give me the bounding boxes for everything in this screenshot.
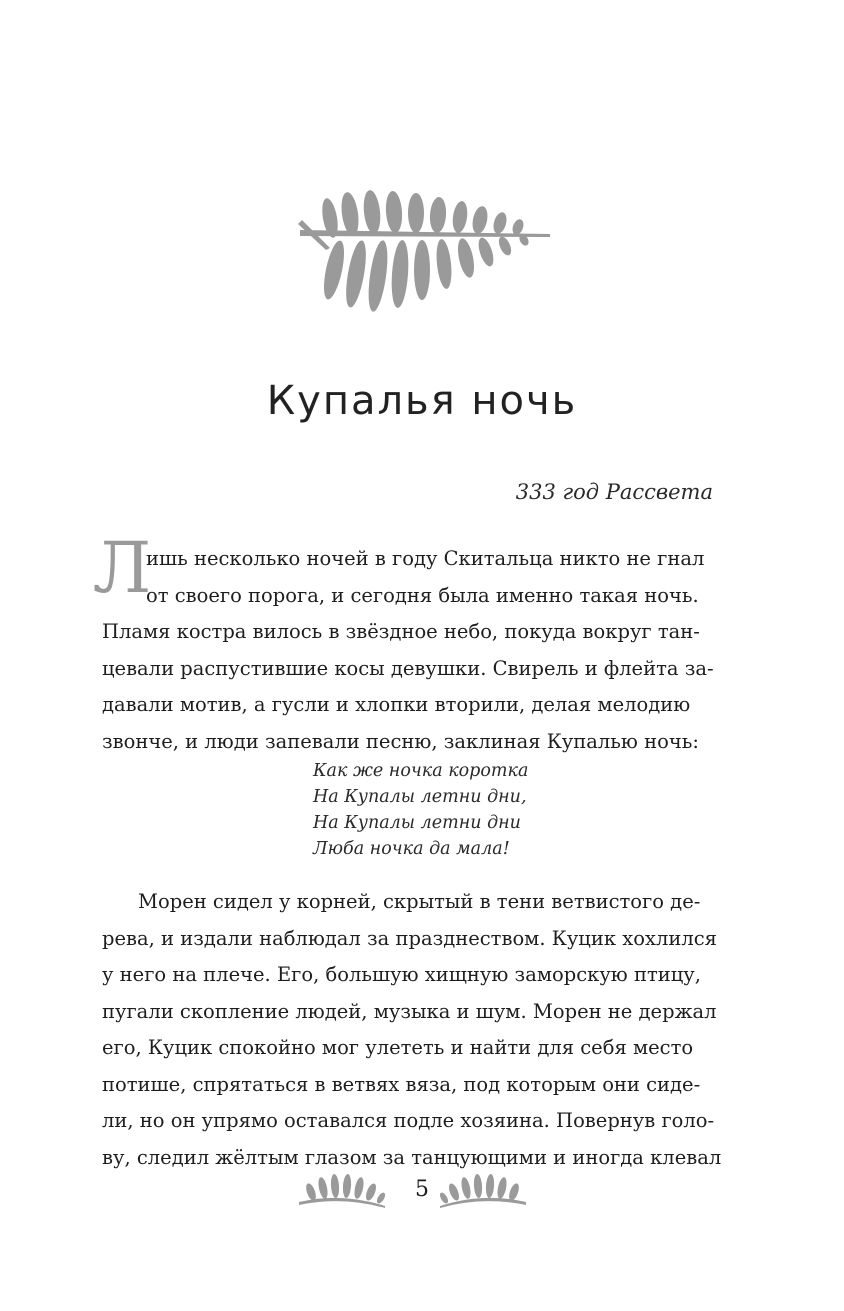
text-line: звонче, и люди запевали песню, заклиная Купалью ночь: xyxy=(102,729,699,753)
text-line: ишь несколько ночей в году Скитальца никто не гнал xyxy=(146,547,705,570)
chapter-title: Купалья ночь xyxy=(266,378,578,424)
fern-ornament-icon xyxy=(290,190,554,320)
text-line: потише, спрятаться в ветвях вяза, под которым они сиде- xyxy=(102,1072,701,1096)
text-line: Пламя костра вилось в звёздное небо, покуда вокруг тан- xyxy=(102,620,700,643)
text-line: у него на плече. Его, большую хищную заморскую птицу, xyxy=(102,963,701,986)
fern-ornament-right-icon xyxy=(438,1172,528,1212)
text-line: цевали распустившие косы девушки. Свирель и флейта за- xyxy=(102,656,714,680)
paragraph-2 xyxy=(102,884,722,1176)
text-line: его, Куцик спокойно мог улететь и найти для себя место xyxy=(102,1036,694,1059)
text-line: пугали скопление людей, музыка и шум. Морен не держал xyxy=(102,999,717,1023)
text-line: рева, и издали наблюдал за празднеством. Куцик хохлился xyxy=(102,926,717,950)
page-number: 5 xyxy=(415,1177,429,1202)
verse-line: На Купалы летни дни xyxy=(313,813,521,833)
text-line: от своего порога, и сегодня была именно такая ночь. xyxy=(146,583,699,607)
text-line: ли, но он упрямо оставался подле хозяина. Повернув голо- xyxy=(102,1109,715,1132)
verse-line: Люба ночка да мала! xyxy=(313,839,510,859)
verse-line: На Купалы летни дни, xyxy=(313,787,527,807)
svg-text:Л: Л xyxy=(92,527,152,609)
chapter-date: 333 год Рассвета xyxy=(515,480,713,504)
text-line: давали мотив, а гусли и хлопки вторили, делая мелодию xyxy=(102,693,691,716)
text-line: Морен сидел у корней, скрытый в тени ветвистого де- xyxy=(138,890,701,913)
text-line: ву, следил жёлтым глазом за танцующими и иногда клевал xyxy=(102,1145,722,1169)
verse-line: Как же ночка коротка xyxy=(313,761,529,781)
paragraph-1 xyxy=(102,541,714,760)
verse-block xyxy=(313,758,528,862)
